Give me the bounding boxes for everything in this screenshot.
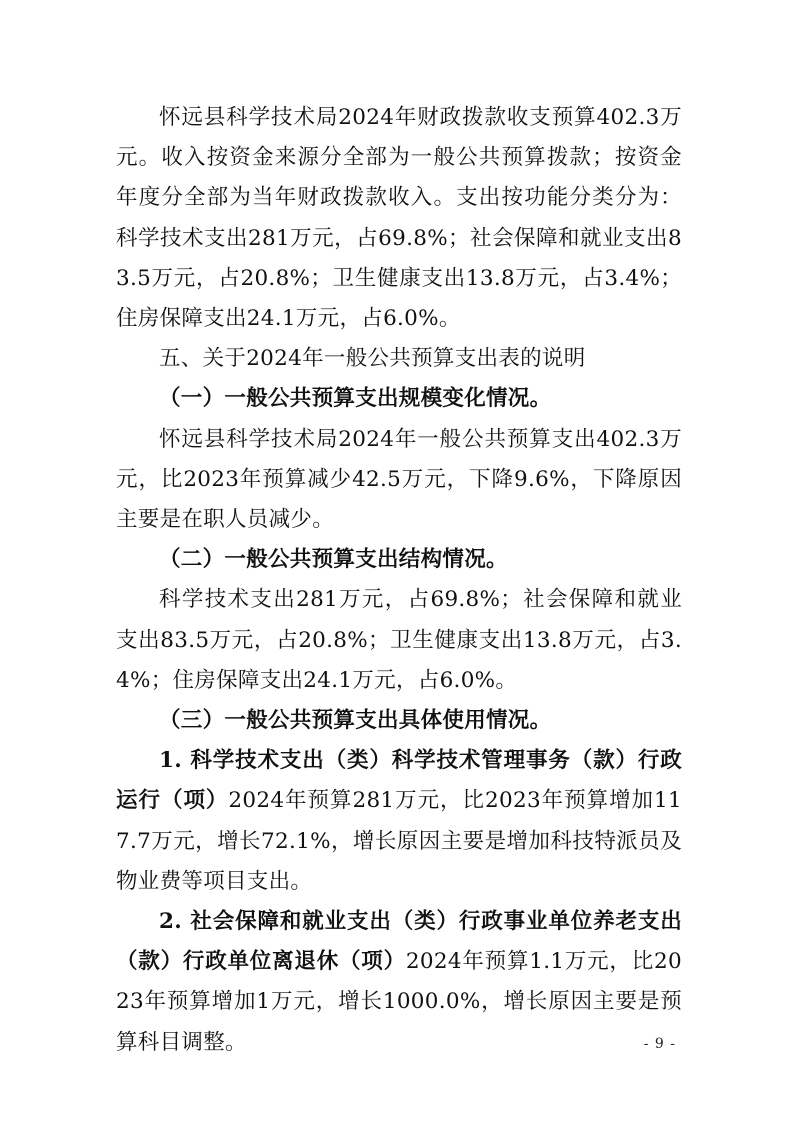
item-1-title: 1. 科学技术支出（类）科学技术管理事务（款）行政运行（项） <box>116 748 682 814</box>
section-heading-five: 五、关于2024年一般公共预算支出表的说明 <box>159 346 586 372</box>
document-body <box>116 98 682 1063</box>
item-1-text: 2024年预算281万元，比2023年预算增加117.7万元，增长72.1%，增长原因主要是增加科技特派员及物业费等项目支出。 <box>116 788 682 894</box>
subheading-usage: （三）一般公共预算支出具体使用情况。 <box>159 708 552 734</box>
subheading-scale-change: （一）一般公共预算支出规模变化情况。 <box>159 386 552 412</box>
subheading-structure: （二）一般公共预算支出结构情况。 <box>159 547 508 573</box>
paragraph-structure: 科学技术支出281万元，占69.8%；社会保障和就业支出83.5万元，占20.8%；卫生健康支出13.8万元，占3.4%；住房保障支出24.1万元，占6.0%。 <box>116 587 682 693</box>
page-number: - 9 - <box>643 1036 676 1052</box>
paragraph-item-2 <box>116 902 682 1063</box>
paragraph-scale-change: 怀远县科学技术局2024年一般公共预算支出402.3万元，比2023年预算减少42.5万元，下降9.6%，下降原因主要是在职人员减少。 <box>116 426 682 533</box>
paragraph-item-1 <box>116 741 682 902</box>
item-2-text: 2024年预算1.1万元，比2023年预算增加1万元，增长1000.0%，增长原因主要是预算科目调整。 <box>116 949 682 1055</box>
paragraph-budget-summary: 怀远县科学技术局2024年财政拨款收支预算402.3万元。收入按资金来源分全部为一般公共预算拨款；按资金年度分全部为当年财政拨款收入。支出按功能分类分为：科学技术支出281万元，占69.8%；社会保障和就业支出83.5万元，占20.8%；卫生健康支出13.8万元，占3.4%；住房保障支出24.1万元，占6.0%。 <box>116 105 682 332</box>
item-2-title: 2. 社会保障和就业支出（类）行政事业单位养老支出（款）行政单位离退休（项） <box>116 909 682 975</box>
